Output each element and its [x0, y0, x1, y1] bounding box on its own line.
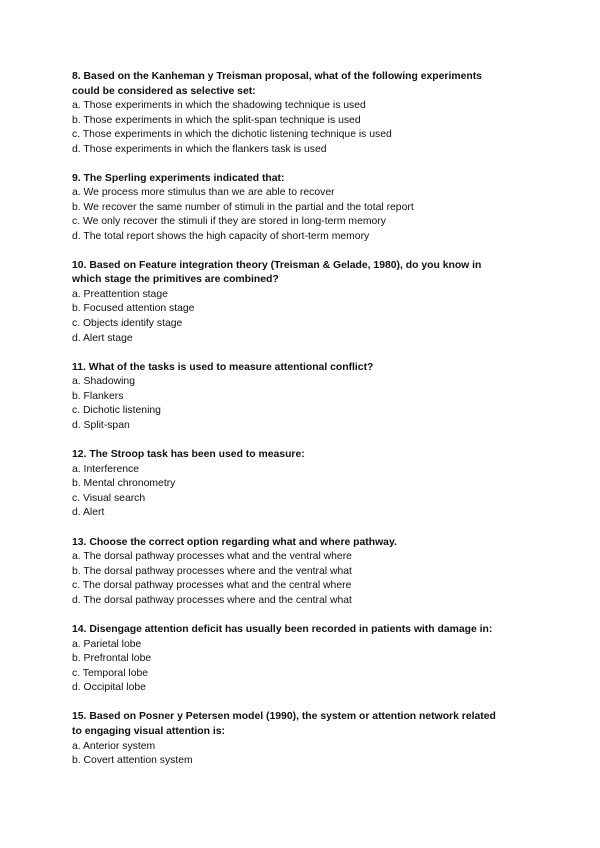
option-c: c. Dichotic listening: [72, 405, 161, 417]
question-title-continued: to engaging visual attention is:: [72, 726, 225, 738]
option-c: c. Temporal lobe: [72, 667, 149, 679]
question-title: 15. Based on Posner y Petersen model (1990), the system or attention network related: [72, 711, 496, 723]
option-a: a. Anterior system: [72, 740, 156, 752]
question-14: [72, 623, 540, 696]
option-a: a. Preattention stage: [72, 288, 168, 300]
option-d: d. The total report shows the high capacity of short-term memory: [72, 230, 370, 242]
option-c: c. Visual search: [72, 492, 146, 504]
option-d: d. Those experiments in which the flankers task is used: [72, 143, 327, 155]
question-9: [72, 172, 540, 245]
question-title: 9. The Sperling experiments indicated that:: [72, 172, 285, 184]
question-title-continued: could be considered as selective set:: [72, 85, 256, 97]
question-title: 12. The Stroop task has been used to measure:: [72, 449, 305, 461]
option-b: b. We recover the same number of stimuli in the partial and the total report: [72, 201, 414, 213]
question-13: [72, 536, 540, 609]
question-11: [72, 361, 540, 434]
option-d: d. Alert: [72, 507, 105, 519]
option-a: a. Interference: [72, 463, 140, 475]
question-title: 14. Disengage attention deficit has usually been recorded in patients with damage in:: [72, 624, 493, 635]
question-8: [72, 70, 540, 158]
option-a: a. Shadowing: [72, 376, 135, 388]
option-d: d. Occipital lobe: [72, 682, 146, 694]
option-b: b. The dorsal pathway processes where and the ventral what: [72, 565, 352, 577]
option-a: a. The dorsal pathway processes what and the ventral where: [72, 551, 352, 563]
question-title: 11. What of the tasks is used to measure attentional conflict?: [72, 361, 374, 373]
option-b: b. Mental chronometry: [72, 478, 176, 490]
question-12: [72, 448, 540, 521]
question-10: [72, 259, 540, 347]
question-15: [72, 710, 540, 768]
question-title: 10. Based on Feature integration theory (Treisman & Gelade, 1980), do you know in: [72, 259, 482, 271]
option-b: b. Flankers: [72, 390, 124, 402]
option-c: c. We only recover the stimuli if they are stored in long-term memory: [72, 216, 386, 228]
option-a: a. We process more stimulus than we are able to recover: [72, 187, 335, 199]
option-b: b. Prefrontal lobe: [72, 653, 152, 665]
option-b: b. Covert attention system: [72, 755, 193, 767]
option-a: a. Those experiments in which the shadowing technique is used: [72, 100, 366, 112]
question-title: 8. Based on the Kanheman y Treisman proposal, what of the following experiments: [72, 71, 482, 82]
option-b: b. Those experiments in which the split-span technique is used: [72, 114, 361, 126]
option-d: d. Alert stage: [72, 332, 133, 344]
option-c: c. Objects identify stage: [72, 317, 183, 329]
question-title: 13. Choose the correct option regarding what and where pathway.: [72, 536, 397, 548]
option-d: d. Split-span: [72, 419, 130, 431]
question-title-continued: which stage the primitives are combined?: [72, 274, 279, 286]
option-c: c. Those experiments in which the dichotic listening technique is used: [72, 129, 392, 141]
option-d: d. The dorsal pathway processes where and the central what: [72, 594, 352, 606]
option-a: a. Parietal lobe: [72, 638, 142, 650]
option-b: b. Focused attention stage: [72, 303, 195, 315]
option-c: c. The dorsal pathway processes what and the central where: [72, 580, 352, 592]
